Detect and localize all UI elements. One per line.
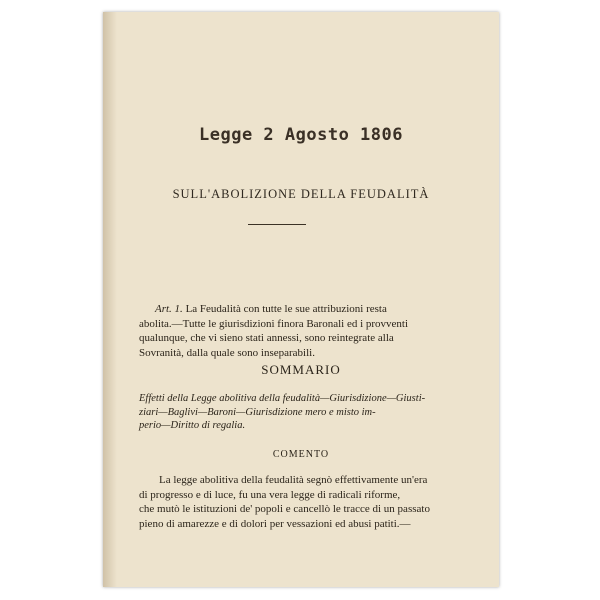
article-line: Sovranità, dalla quale sono inseparabili.	[139, 346, 315, 359]
article-1-paragraph	[139, 302, 464, 360]
book-page	[103, 12, 499, 587]
summary-paragraph	[139, 392, 464, 433]
page-gutter-shadow	[103, 12, 117, 587]
summary-line: perio—Diritto di regalia.	[139, 420, 246, 431]
divider-rule	[248, 224, 306, 225]
article-label: Art. 1.	[155, 303, 183, 315]
summary-line: Effetti della Legge abolitiva della feudalità—Giurisdizione—Giusti-	[139, 393, 426, 404]
sommario-heading: SOMMARIO	[261, 362, 341, 377]
law-subtitle: SULL'ABOLIZIONE DELLA FEUDALITÀ	[172, 187, 430, 201]
article-line	[139, 302, 464, 317]
summary-line: ziari—Baglivi—Baroni—Giurisdizione mero e misto im-	[139, 406, 376, 418]
article-line: qualunque, che vi sieno stati annessi, sono reintegrate alla	[139, 332, 394, 344]
article-line-text: La Feudalità con tutte le sue attribuzioni resta	[182, 303, 387, 315]
article-line: abolita.—Tutte le giurisdizioni finora Baronali ed i provventi	[139, 317, 409, 330]
law-title: Legge 2 Agosto 1806	[199, 125, 403, 145]
body-line: pieno di amarezze e di dolori per vessazioni ed abusi patiti.—	[139, 517, 411, 530]
body-line: La legge abolitiva della feudalità segnò effettivamente un'era	[159, 474, 428, 486]
comento-paragraph	[139, 473, 464, 531]
body-line: che mutò le istituzioni de' popoli e cancellò le tracce di un passato	[139, 503, 430, 515]
body-line: di progresso e di luce, fu una vera legge di radicali riforme,	[139, 488, 401, 501]
comento-heading: COMENTO	[272, 449, 330, 460]
